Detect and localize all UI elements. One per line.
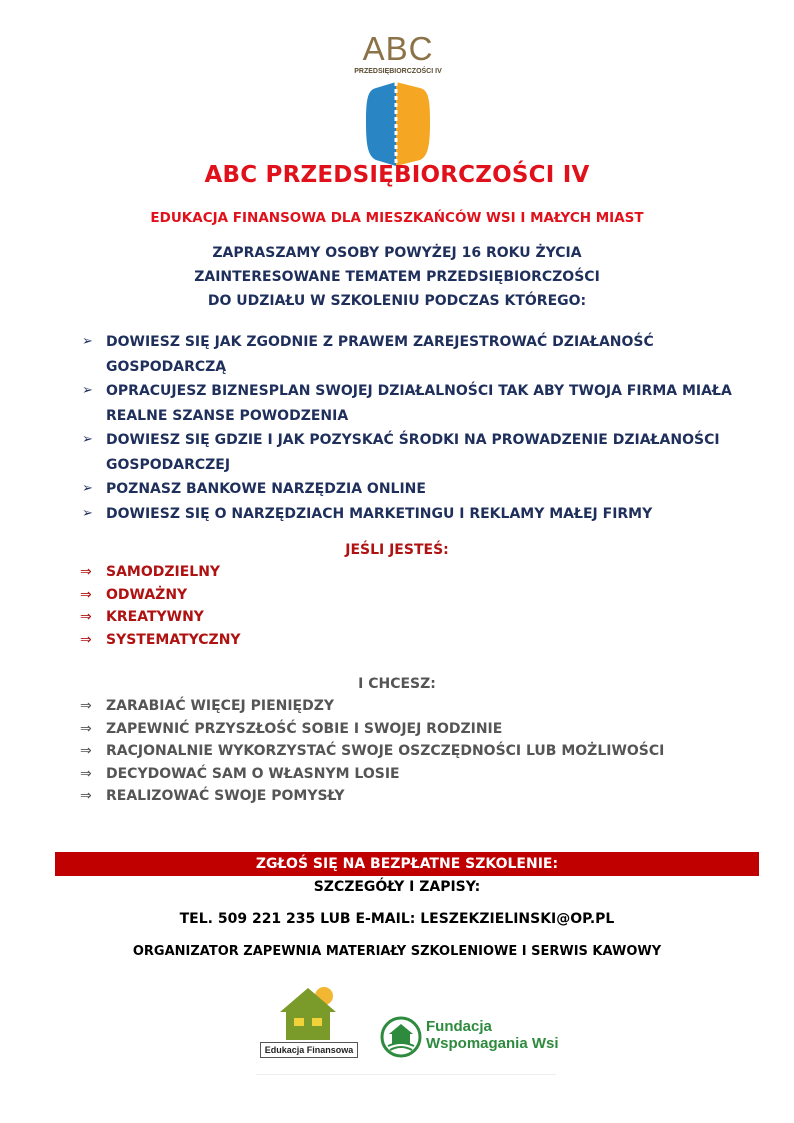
abc-logo-subtext: PRZEDSIĘBIORCZOŚCI IV: [354, 68, 442, 75]
fundacja-emblem-icon: [380, 1016, 422, 1058]
list-item-text: KREATYWNY: [106, 609, 204, 625]
benefits-list: [80, 330, 760, 526]
list-item: [80, 379, 760, 428]
double-arrow-icon: ⇒: [80, 765, 92, 782]
double-arrow-icon: ⇒: [80, 720, 92, 737]
list-item: [80, 695, 760, 718]
list-item: [80, 561, 760, 584]
page-subtitle: EDUKACJA FINANSOWA DLA MIESZKAŃCÓW WSI I MAŁYCH MIAST: [150, 210, 644, 226]
invite-line: ZAPRASZAMY OSOBY POWYŻEJ 16 ROKU ŻYCIA: [212, 245, 582, 261]
list-item: [80, 763, 760, 786]
organizer-note: ORGANIZATOR ZAPEWNIA MATERIAŁY SZKOLENIOWE I SERWIS KAWOWY: [132, 944, 662, 959]
list-item-text: DOWIESZ SIĘ GDZIE I JAK POZYSKAĆ ŚRODKI NA PROWADZENIE DZIAŁANOŚCI GOSPODARCZEJ: [106, 432, 720, 473]
double-arrow-icon: ⇒: [80, 743, 92, 759]
abc-logo-text: ABC: [362, 30, 434, 67]
double-arrow-icon: ⇒: [80, 788, 92, 804]
double-arrow-icon: ⇒: [80, 564, 92, 580]
arrowhead-bullet-icon: ➢: [82, 432, 93, 447]
page-title: ABC PRZEDSIĘBIORCZOŚCI IV: [204, 162, 590, 188]
list-item: [80, 584, 760, 607]
list-item: [80, 428, 760, 477]
list-item-text: ODWAŻNY: [106, 586, 188, 603]
list-item-text: SAMODZIELNY: [106, 564, 221, 580]
invite-line: DO UDZIAŁU W SZKOLENIU PODCZAS KTÓREGO:: [207, 293, 587, 309]
list-item-text: DOWIESZ SIĘ JAK ZGODNIE Z PRAWEM ZAREJESTROWAĆ DZIAŁANOŚĆ GOSPODARCZĄ: [106, 334, 654, 375]
details-heading: SZCZEGÓŁY I ZAPISY:: [313, 879, 481, 895]
list-item: [80, 606, 760, 629]
footer-divider: [256, 1074, 556, 1075]
list-item: [80, 740, 760, 763]
list-item: [80, 330, 760, 379]
double-arrow-icon: ⇒: [80, 586, 92, 603]
fundacja-wspomagania-wsi-logo: [380, 1016, 560, 1060]
edukacja-finansowa-label: Edukacja Finansowa: [260, 1042, 358, 1058]
edukacja-finansowa-logo: [258, 986, 358, 1066]
arrowhead-bullet-icon: ➢: [82, 334, 93, 349]
list-item-text: DOWIESZ SIĘ O NARZĘDZIACH MARKETINGU I REKLAMY MAŁEJ FIRMY: [106, 505, 653, 522]
list-item-text: DECYDOWAĆ SAM O WŁASNYM LOSIE: [106, 765, 400, 782]
abc-logo-shape-icon: [366, 82, 430, 166]
if-you-are-header: JEŚLI JESTEŚ:: [345, 542, 449, 558]
signup-banner: ZGŁOŚ SIĘ NA BEZPŁATNE SZKOLENIE:: [55, 852, 759, 876]
list-item: [80, 718, 760, 741]
fundacja-name-line2: Wspomagania Wsi: [426, 1035, 559, 1052]
arrowhead-bullet-icon: ➢: [82, 383, 93, 398]
list-item: [80, 629, 760, 652]
wants-list: [80, 695, 760, 808]
fundacja-name-line1: Fundacja: [426, 1018, 492, 1035]
list-item-text: POZNASZ BANKOWE NARZĘDZIA ONLINE: [106, 481, 426, 497]
list-item-text: ZAPEWNIĆ PRZYSZŁOŚĆ SOBIE I SWOJEJ RODZINIE: [106, 720, 503, 737]
and-want-header: I CHCESZ:: [358, 676, 436, 692]
list-item-text: RACJONALNIE WYKORZYSTAĆ SWOJE OSZCZĘDNOŚCI LUB MOŻLIWOŚCI: [106, 743, 665, 759]
list-item-text: ZARABIAĆ WIĘCEJ PIENIĘDZY: [106, 698, 335, 714]
double-arrow-icon: ⇒: [80, 609, 92, 625]
double-arrow-icon: ⇒: [80, 631, 92, 648]
invite-line: ZAINTERESOWANE TEMATEM PRZEDSIĘBIORCZOŚCI: [194, 269, 600, 285]
list-item-text: REALIZOWAĆ SWOJE POMYSŁY: [106, 788, 345, 804]
house-sun-icon: [258, 986, 358, 1042]
arrowhead-bullet-icon: ➢: [82, 481, 93, 496]
double-arrow-icon: ⇒: [80, 698, 92, 714]
list-item-text: SYSTEMATYCZNY: [106, 631, 241, 648]
contact-info: TEL. 509 221 235 LUB E-MAIL: LESZEKZIELINSKI@OP.PL: [179, 911, 615, 927]
arrowhead-bullet-icon: ➢: [82, 505, 93, 521]
list-item: [80, 477, 760, 502]
traits-list: [80, 561, 760, 651]
abc-logo: [336, 30, 460, 142]
list-item-text: OPRACUJESZ BIZNESPLAN SWOJEJ DZIAŁALNOŚCI TAK ABY TWOJA FIRMA MIAŁA REALNE SZANSE POWODZENIA: [106, 383, 732, 424]
list-item: [80, 502, 760, 527]
list-item: [80, 785, 760, 808]
